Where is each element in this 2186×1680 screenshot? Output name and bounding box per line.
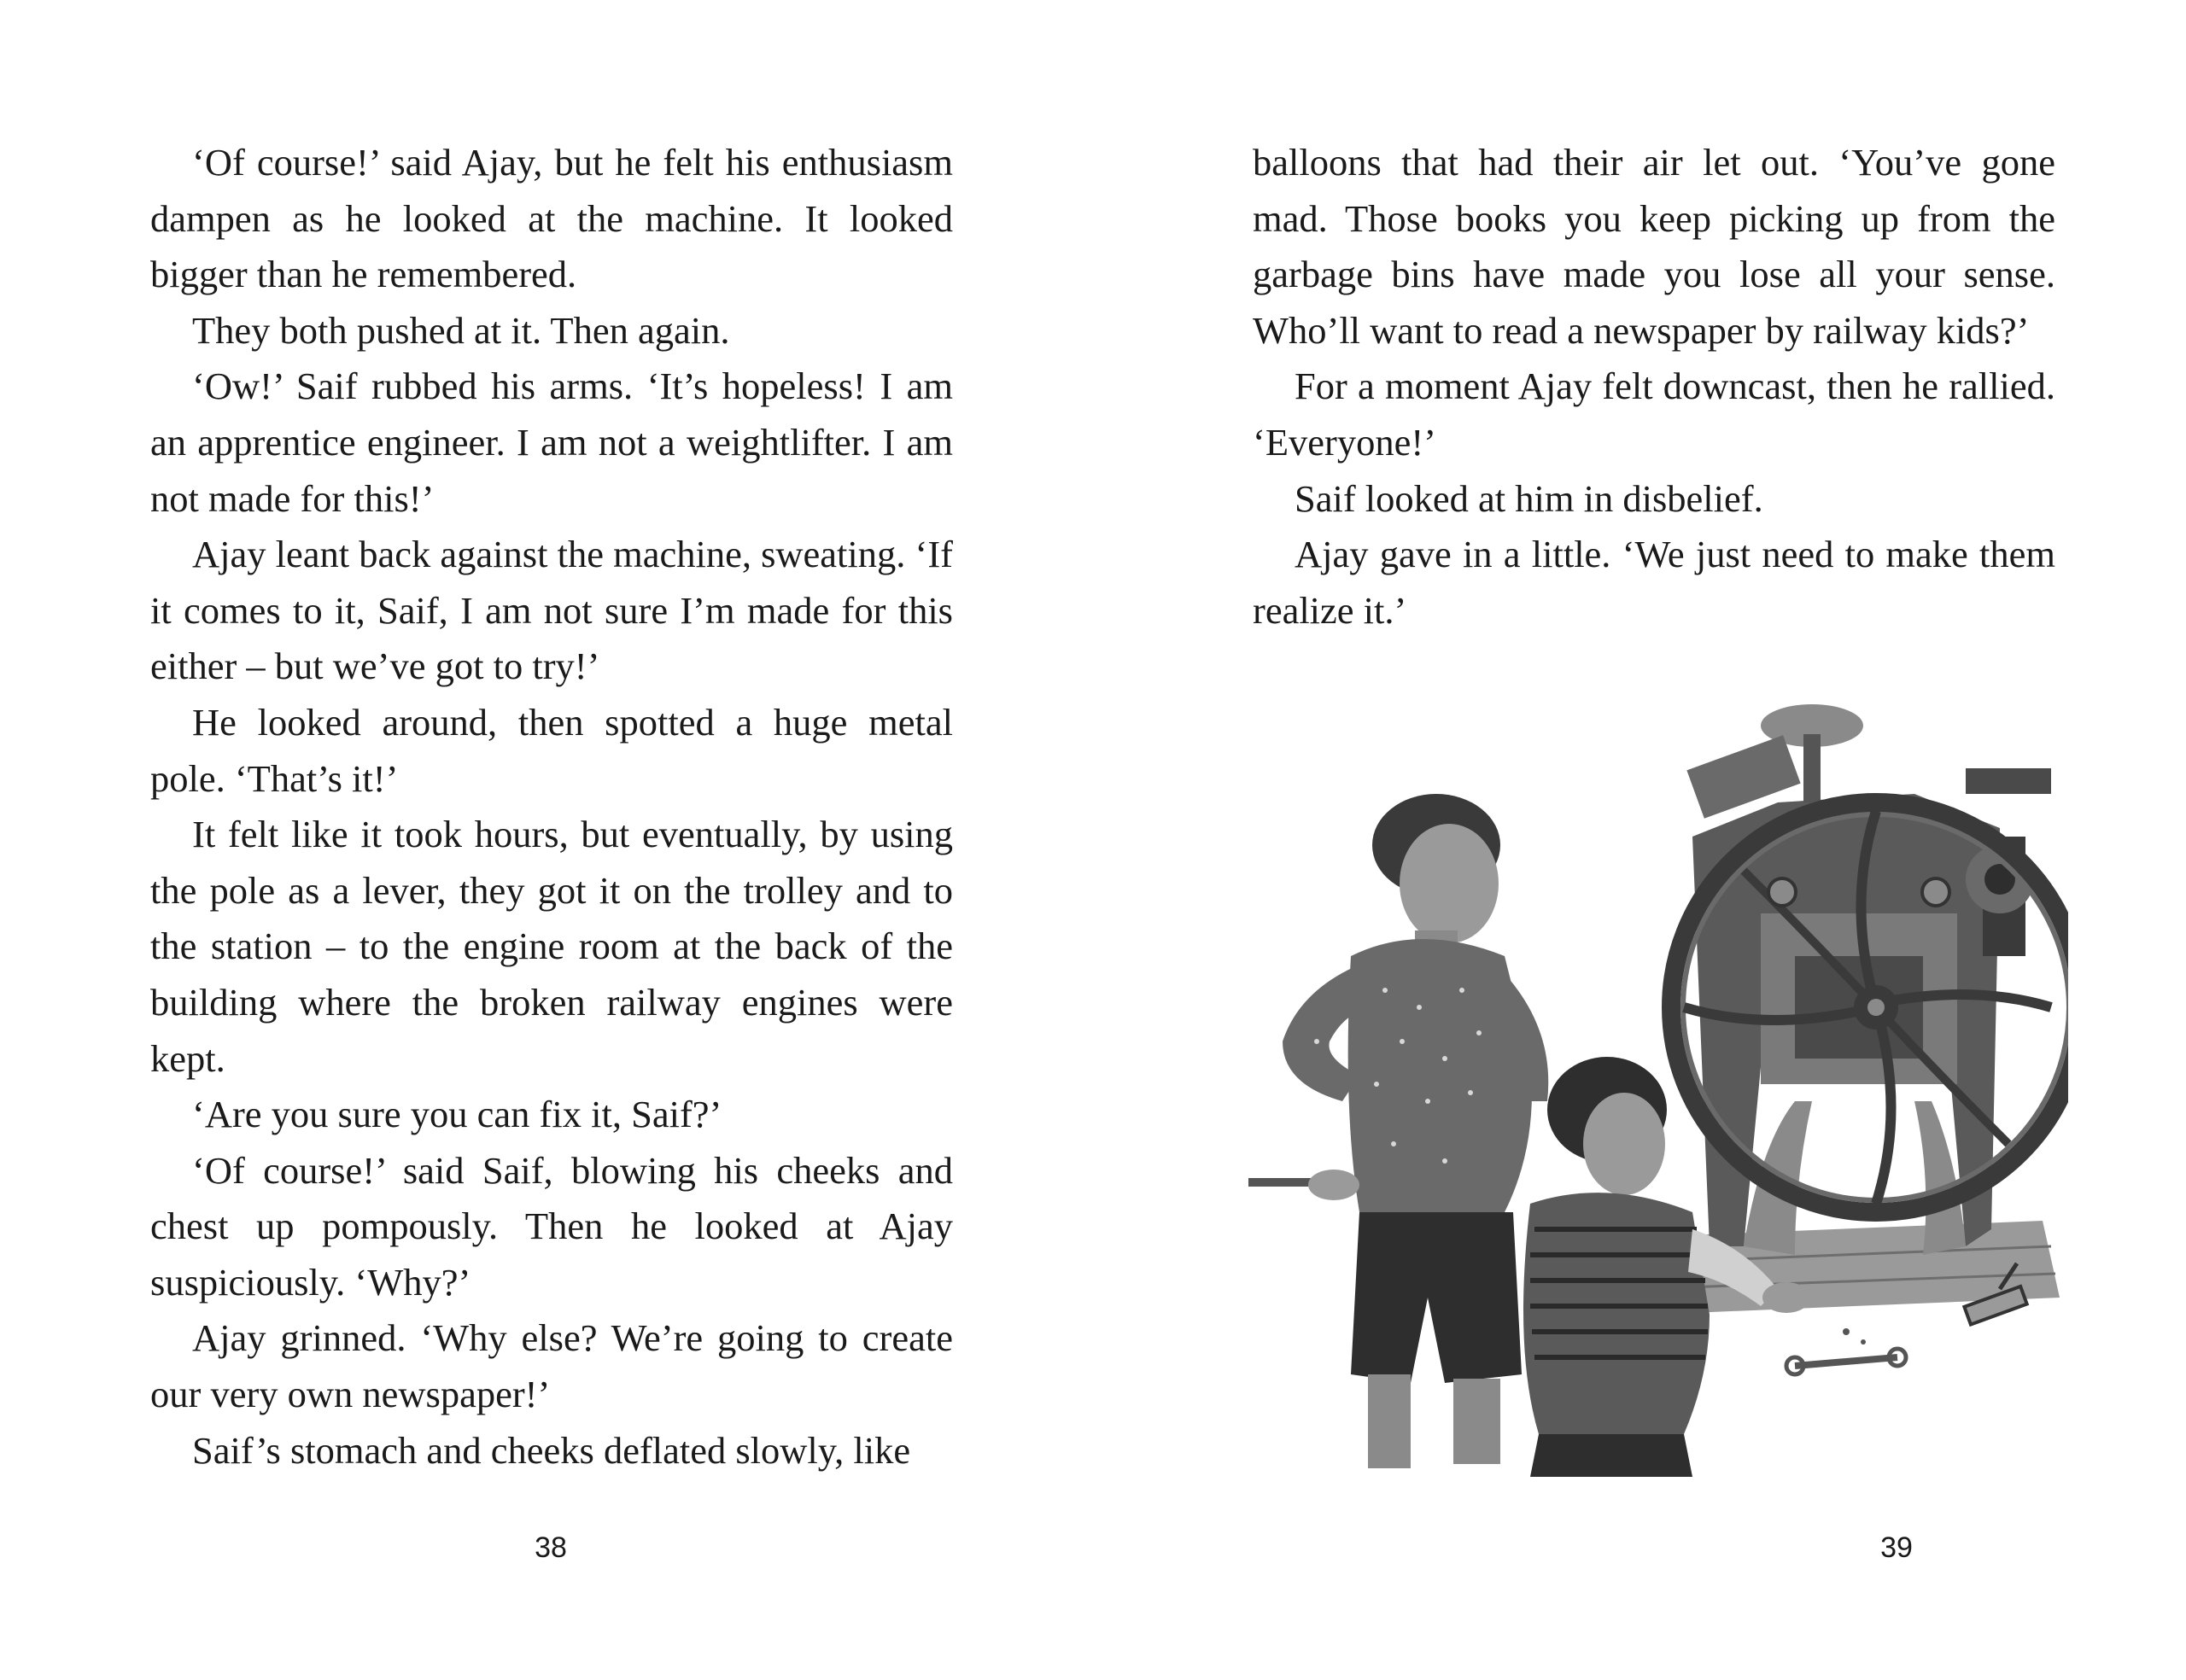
older-boy-figure [1248, 794, 1548, 1468]
paragraph: Saif’s stomach and cheeks deflated slowly, like [192, 1428, 911, 1472]
page-number-left: 38 [535, 1531, 567, 1564]
paragraph: He looked around, then spotted a huge metal pole. ‘That’s it!’ [150, 700, 953, 800]
paragraph: For a moment Ajay felt downcast, then he rallied. ‘Everyone!’ [1253, 365, 2055, 464]
paragraph-continuation: balloons that had their air let out. ‘You’ve gone mad. Those books you keep picking up from the garbage bins have made you lose all your sense. Who’ll want to read a newspaper by railway kids?’ [1253, 141, 2055, 352]
paragraph: ‘Of course!’ said Saif, blowing his cheeks and chest up pompously. Then he looked at Ajay suspiciously. ‘Why?’ [150, 1148, 953, 1304]
printing-press-illustration [1248, 700, 2068, 1477]
right-page [1093, 0, 2186, 1680]
paragraph: They both pushed at it. Then again. [192, 308, 730, 352]
right-page-text [1253, 135, 2055, 639]
paragraph: Ajay leant back against the machine, sweating. ‘If it comes to it, Saif, I am not sure I’m made for this either – but we’ve got to try!’ [150, 533, 953, 688]
left-page-text [150, 135, 953, 1479]
page-number-right: 39 [1880, 1531, 1913, 1564]
paragraph: It felt like it took hours, but eventually, by using the pole as a lever, they got it on the trolley and to the station – to the engine room at the back of the building where the broken railway engines were kept. [150, 813, 953, 1080]
paragraph: ‘Are you sure you can fix it, Saif?’ [192, 1093, 722, 1136]
paragraph: ‘Of course!’ said Ajay, but he felt his enthusiasm dampen as he looked at the machine. It looked bigger than he remembered. [150, 141, 953, 296]
paragraph: ‘Ow!’ Saif rubbed his arms. ‘It’s hopeless! I am an apprentice engineer. I am not a weightlifter. I am not made for this!’ [150, 365, 953, 520]
paragraph: Ajay grinned. ‘Why else? We’re going to create our very own newspaper!’ [150, 1316, 953, 1416]
paragraph: Ajay gave in a little. ‘We just need to make them realize it.’ [1253, 533, 2055, 632]
paragraph: Saif looked at him in disbelief. [1295, 476, 1763, 520]
